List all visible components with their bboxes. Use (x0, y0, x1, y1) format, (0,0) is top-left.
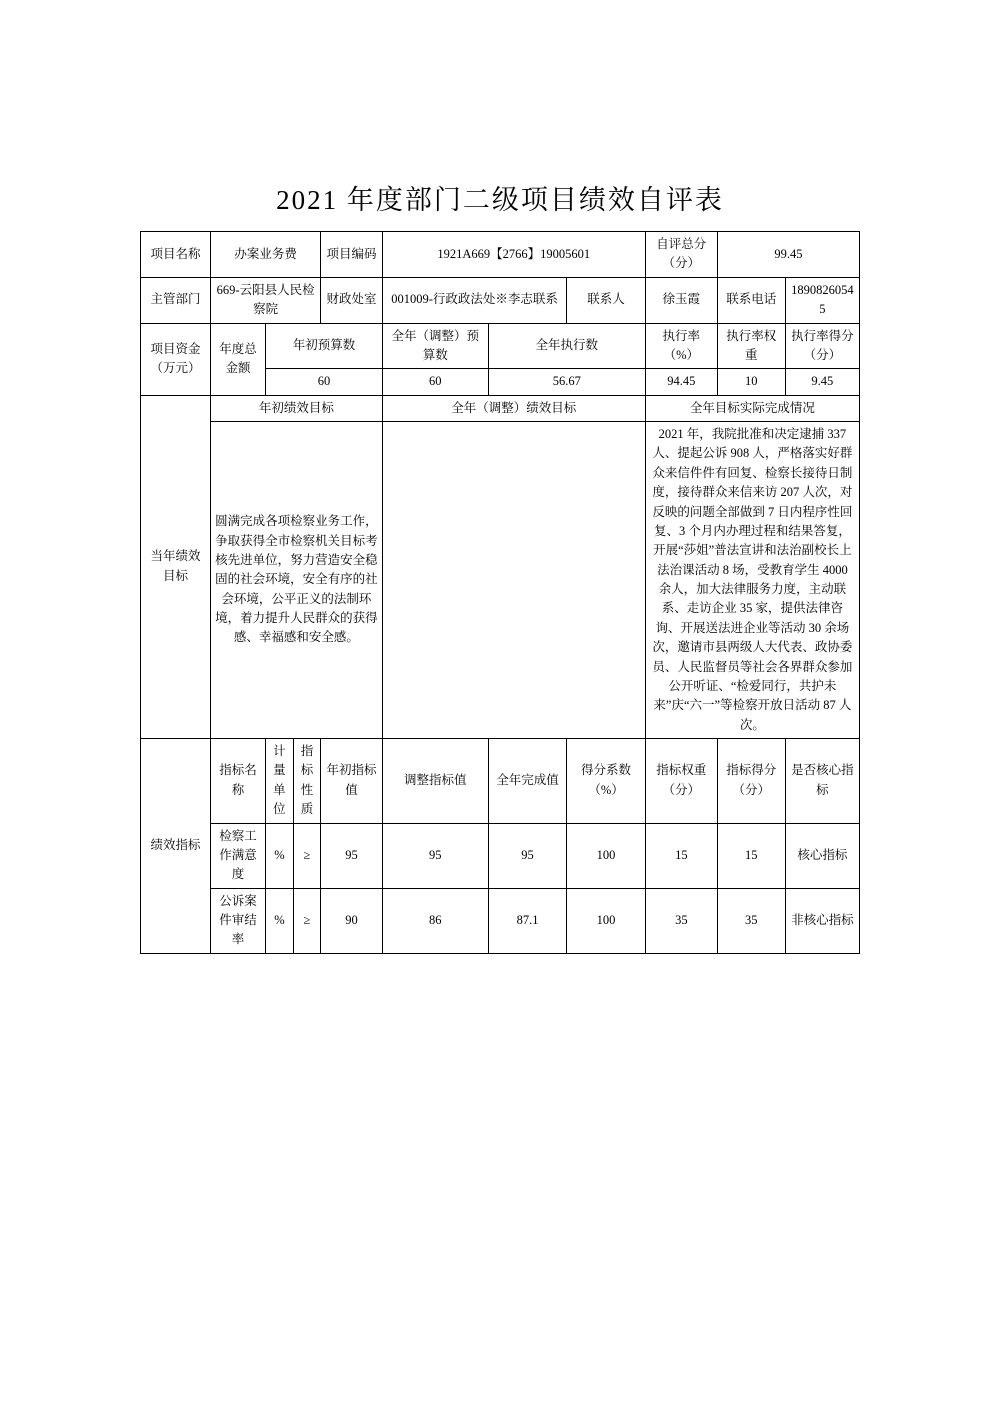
phone-value: 18908260545 (785, 277, 859, 323)
indicator-weight: 15 (645, 823, 717, 888)
funds-header-execution-score: 执行率得分（分） (785, 323, 859, 369)
indicator-initial-value: 90 (321, 888, 383, 953)
page-title: 2021 年度部门二级项目绩效自评表 (276, 185, 724, 215)
funds-header-initial-budget: 年初预算数 (266, 323, 383, 369)
funds-header-executed: 全年执行数 (488, 323, 645, 369)
indicator-header-weight: 指标权重（分） (645, 739, 717, 824)
funds-value-adjusted-budget: 60 (382, 369, 488, 395)
indicator-header-coefficient: 得分系数（%） (567, 739, 645, 824)
indicator-weight: 35 (645, 888, 717, 953)
indicator-coefficient: 100 (567, 888, 645, 953)
indicator-initial-value: 95 (321, 823, 383, 888)
target-header-adjusted: 全年（调整）绩效目标 (382, 395, 645, 421)
indicator-score: 35 (717, 888, 785, 953)
indicator-nature: ≥ (293, 823, 321, 888)
table-row (141, 323, 860, 369)
table-row (141, 422, 860, 739)
contact-label: 联系人 (567, 277, 645, 323)
project-code-label: 项目编码 (321, 232, 383, 278)
funds-value-execution-score: 9.45 (785, 369, 859, 395)
target-header-initial: 年初绩效目标 (210, 395, 382, 421)
indicator-header-score: 指标得分（分） (717, 739, 785, 824)
self-score-label: 自评总分（分） (645, 232, 717, 278)
performance-self-evaluation-table (140, 231, 860, 954)
finance-office-value: 001009-行政政法处※李志联系 (382, 277, 567, 323)
table-row (141, 823, 860, 888)
indicator-core-flag: 核心指标 (785, 823, 859, 888)
target-header-actual: 全年目标实际完成情况 (645, 395, 859, 421)
funds-value-execution-rate: 94.45 (645, 369, 717, 395)
indicator-header-adjusted-value: 调整指标值 (382, 739, 488, 824)
indicator-completed-value: 95 (488, 823, 566, 888)
table-row (141, 739, 860, 824)
funds-header-execution-rate: 执行率（%） (645, 323, 717, 369)
indicators-label: 绩效指标 (141, 739, 211, 954)
dept-label: 主管部门 (141, 277, 211, 323)
indicator-header-name: 指标名称 (210, 739, 265, 824)
current-year-target-label: 当年绩效目标 (141, 395, 211, 738)
indicator-adjusted-value: 86 (382, 888, 488, 953)
funds-value-execution-weight: 10 (717, 369, 785, 395)
indicator-nature: ≥ (293, 888, 321, 953)
indicator-header-unit: 计量单位 (266, 739, 294, 824)
funds-header-adjusted-budget: 全年（调整）预算数 (382, 323, 488, 369)
indicator-header-completed-value: 全年完成值 (488, 739, 566, 824)
target-actual-text: 2021 年，我院批准和决定逮捕 337 人、提起公诉 908 人，严格落实好群众来信件件有回复、检察长接待日制度，接待群众来信来访 207 人次，对反映的问题全部做到 7 日内程序性回复、3 个月内办理过程和结果答复，开展“莎姐”普法宣讲和法治副校长上法治课活动 8 场，受教育学生 4000 余人，加大法律服务力度，主动联系、走访企业 35 家，提供法律咨询、开展送法进企业等活动 30 余场次，邀请市县两级人大代表、政协委员、人民监督员等社会各界群众参加公开听证、“检爱同行，共护未来”庆“六一”等检察开放日活动 87 人次。 (645, 422, 859, 739)
funds-annual-total-label: 年度总金额 (210, 323, 265, 395)
indicator-header-nature: 指标性质 (293, 739, 321, 824)
table-row (141, 395, 860, 421)
target-adjusted-text (382, 422, 645, 739)
finance-office-label: 财政处室 (321, 277, 383, 323)
funds-label: 项目资金（万元） (141, 323, 211, 395)
dept-value: 669-云阳县人民检察院 (210, 277, 320, 323)
table-row (141, 277, 860, 323)
table-row (141, 888, 860, 953)
indicator-score: 15 (717, 823, 785, 888)
indicator-adjusted-value: 95 (382, 823, 488, 888)
project-name-label: 项目名称 (141, 232, 211, 278)
indicator-unit: % (266, 888, 294, 953)
funds-value-executed: 56.67 (488, 369, 645, 395)
self-score-value: 99.45 (717, 232, 859, 278)
indicator-name: 检察工作满意度 (210, 823, 265, 888)
phone-label: 联系电话 (717, 277, 785, 323)
indicator-unit: % (266, 823, 294, 888)
indicator-header-core: 是否核心指标 (785, 739, 859, 824)
indicator-completed-value: 87.1 (488, 888, 566, 953)
contact-value: 徐玉霞 (645, 277, 717, 323)
project-code-value: 1921A669【2766】19005601 (382, 232, 645, 278)
funds-header-execution-weight: 执行率权重 (717, 323, 785, 369)
indicator-coefficient: 100 (567, 823, 645, 888)
table-row (141, 232, 860, 278)
indicator-name: 公诉案件审结率 (210, 888, 265, 953)
target-initial-text: 圆满完成各项检察业务工作，争取获得全市检察机关目标考核先进单位，努力营造安全稳固的社会环境，安全有序的社会环境，公平正义的法制环境，着力提升人民群众的获得感、幸福感和安全感。 (210, 422, 382, 739)
indicator-header-initial-value: 年初指标值 (321, 739, 383, 824)
indicator-core-flag: 非核心指标 (785, 888, 859, 953)
funds-value-initial-budget: 60 (266, 369, 383, 395)
project-name-value: 办案业务费 (210, 232, 320, 278)
